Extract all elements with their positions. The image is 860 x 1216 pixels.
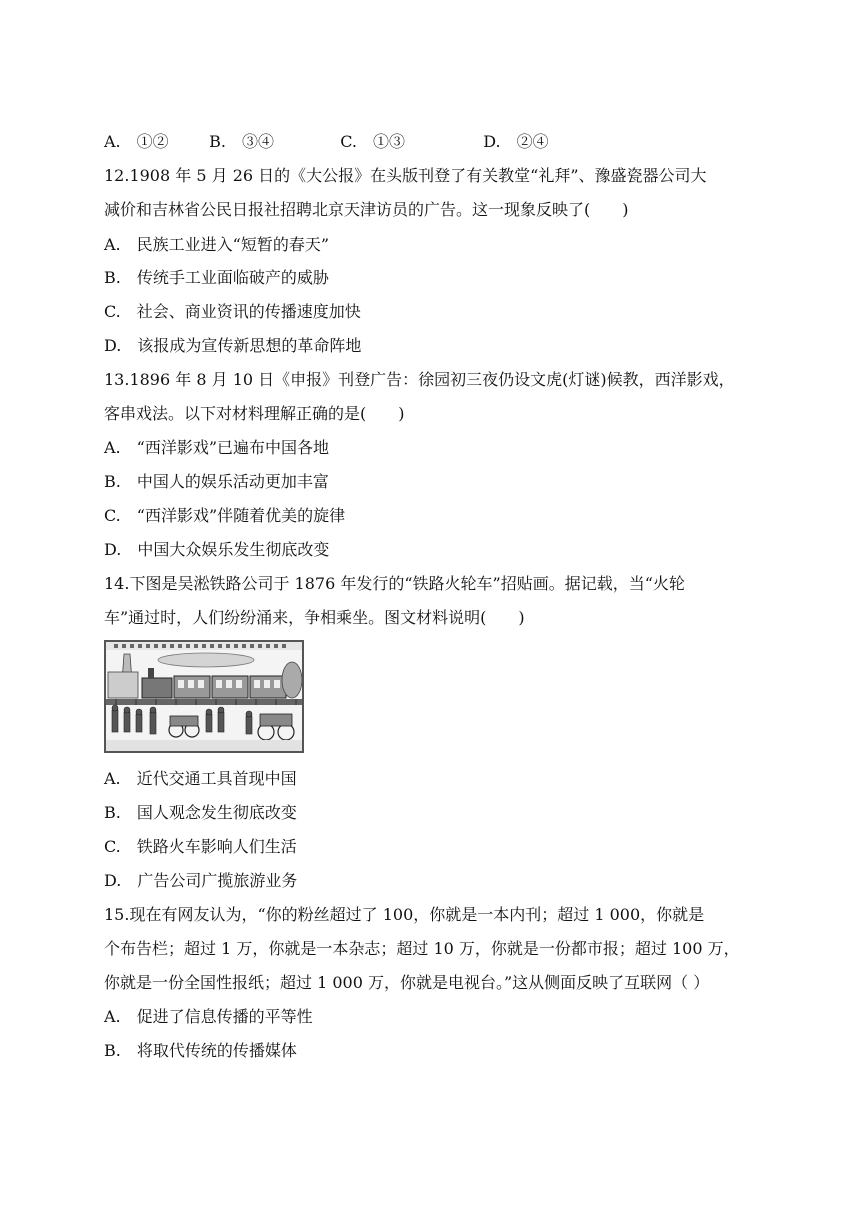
q13-stem-line-1: 13.1896 年 8 月 10 日《申报》刊登广告：徐园初三夜仍设文虎(灯谜)候教，西洋影戏， — [104, 370, 735, 389]
q15-stem-line-2: 个布告栏；超过 1 万，你就是一本杂志；超过 10 万，你就是一份都市报；超过 100 万， — [104, 939, 740, 958]
q15-option-a: A. 促进了信息传播的平等性 — [104, 1007, 313, 1026]
q14-option-a: A. 近代交通工具首现中国 — [104, 769, 297, 788]
q13-option-d: D. 中国大众娱乐发生彻底改变 — [104, 540, 330, 559]
q15-option-b: B. 将取代传统的传播媒体 — [104, 1041, 297, 1060]
q14-stem-line-2: 车”通过时，人们纷纷涌来，争相乘坐。图文材料说明( ) — [104, 608, 525, 627]
q13-option-a: A. “西洋影戏”已遍布中国各地 — [104, 438, 330, 457]
railway-poster-image — [104, 640, 304, 753]
q12-stem-line-1: 12.1908 年 5 月 26 日的《大公报》在头版刊登了有关教堂“礼拜”、豫盛瓷器公司大 — [104, 166, 707, 185]
q11-option-c: C. ①③ — [340, 132, 405, 151]
q12-option-d: D. 该报成为宣传新思想的革命阵地 — [104, 336, 362, 355]
q15-stem-line-3: 你就是一份全国性报纸；超过 1 000 万，你就是电视台。”这从侧面反映了互联网（ ） — [104, 973, 710, 992]
q14-option-b: B. 国人观念发生彻底改变 — [104, 803, 297, 822]
q12-option-b: B. 传统手工业面临破产的威胁 — [104, 268, 329, 287]
q12-option-a: A. 民族工业进入“短暂的春天” — [104, 235, 330, 254]
q12-option-c: C. 社会、商业资讯的传播速度加快 — [104, 302, 361, 321]
q13-option-c: C. “西洋影戏”伴随着优美的旋律 — [104, 506, 346, 525]
q14-option-d: D. 广告公司广揽旅游业务 — [104, 871, 298, 890]
q15-stem-line-1: 15.现在有网友认为，“你的粉丝超过了 100，你就是一本内刊；超过 1 000，你就是 — [104, 905, 705, 924]
q11-option-d: D. ②④ — [483, 132, 549, 151]
q11-option-a: A. ①② — [104, 132, 169, 151]
q11-option-b: B. ③④ — [209, 132, 274, 151]
q13-option-b: B. 中国人的娱乐活动更加丰富 — [104, 472, 329, 491]
q11-options — [104, 132, 549, 152]
q14-stem-line-1: 14.下图是吴淞铁路公司于 1876 年发行的“铁路火轮车”招贴画。据记载，当“火轮 — [104, 574, 685, 593]
q14-option-c: C. 铁路火车影响人们生活 — [104, 837, 297, 856]
q13-stem-line-2: 客串戏法。以下对材料理解正确的是( ) — [104, 404, 405, 423]
q12-stem-line-2: 减价和吉林省公民日报社招聘北京天津访员的广告。这一现象反映了( ) — [104, 200, 629, 219]
